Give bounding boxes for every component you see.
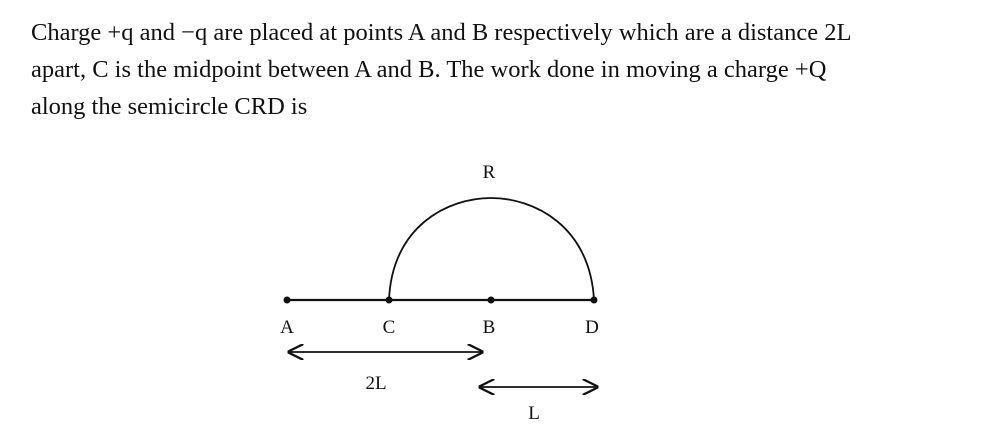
point-a-dot (284, 297, 291, 304)
point-d-dot (591, 297, 598, 304)
question-line-1: Charge +q and −q are placed at points A and B respectively which are a distance 2L (31, 19, 852, 46)
point-c-dot (386, 297, 393, 304)
label-c: C (382, 317, 396, 338)
label-d: D (585, 317, 599, 338)
label-a: A (280, 317, 294, 338)
point-b-dot (488, 297, 495, 304)
question-line-3: along the semicircle CRD is (31, 93, 308, 120)
label-l: L (528, 403, 540, 424)
label-r: R (482, 162, 496, 183)
label-b: B (482, 317, 496, 338)
question-line-2: apart, C is the midpoint between A and B. The work done in moving a charge +Q (31, 56, 827, 83)
label-2l: 2L (365, 373, 387, 394)
semicircle-crd (389, 198, 594, 300)
